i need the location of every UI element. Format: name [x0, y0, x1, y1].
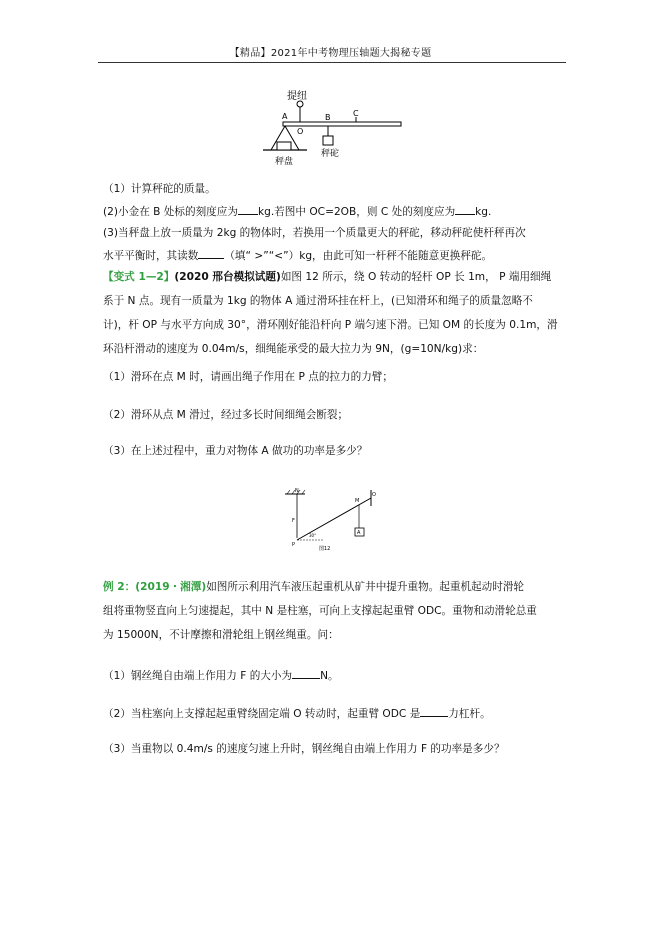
- q1-line2: [103, 204, 491, 219]
- example2-source: (2019・湘潭): [135, 581, 207, 593]
- point-o-label: O: [297, 127, 304, 136]
- q1-line1: （1）计算秤砣的质量。: [103, 183, 216, 195]
- point-o-label: O: [372, 492, 376, 498]
- variant-line1-text: 如图 12 所示，绕 O 转动的轻杆 OP 长 1m， P 端用细绳: [280, 271, 552, 283]
- figure-12: [283, 484, 383, 556]
- blank-b-scale: [238, 204, 258, 215]
- q1-line2-text-a: (2)小金在 B 处标的刻度应为: [103, 206, 238, 218]
- object-a-label: A: [357, 530, 361, 536]
- example2-q2-text-b: 力杠杆。: [448, 708, 491, 720]
- q1-line2-text-b: kg.若图中 OC=2OB，则 C 处的刻度应为: [257, 206, 456, 218]
- pan-label: 秤盘: [275, 157, 294, 167]
- point-m-label: M: [355, 498, 360, 504]
- example2-line1-text: 如图所示利用汽车液压起重机从矿井中提升重物。起重机起动时滑轮: [206, 581, 525, 593]
- q1-line4-text-a: 水平平衡时，其读数: [103, 250, 199, 262]
- blank-c-scale: [455, 204, 475, 215]
- variant-q3: （3）在上述过程中，重力对物体 A 做功的功率是多少？: [103, 445, 368, 457]
- point-b-label: B: [325, 113, 331, 122]
- point-p-label: P: [292, 542, 296, 548]
- example2-q1-text-a: （1）钢丝绳自由端上作用力 F 的大小为: [103, 670, 293, 682]
- header-rule: [98, 62, 566, 63]
- steelyard-beam: [283, 122, 401, 126]
- variant-q2: （2）滑环从点 M 滑过，经过多长时间细绳会断裂；: [103, 409, 349, 421]
- example2-q3: （3）当重物以 0.4m/s 的速度匀速上升时，钢丝绳自由端上作用力 F 的功率是多少？: [103, 743, 505, 755]
- example2-q1-text-b: N。: [320, 670, 339, 682]
- force-f-label: F: [292, 518, 295, 524]
- variant-line4: 环沿杆滑动的速度为 0.04m/s，细绳能承受的最大拉力为 9N，(g=10N/kg)求：: [103, 343, 484, 355]
- example2-q1: [103, 668, 339, 683]
- steelyard-figure: [255, 86, 405, 172]
- point-c-label: C: [353, 109, 359, 118]
- variant-line3: 计)，杆 OP 与水平方向成 30°，滑环刚好能沿杆向 P 端匀速下滑。已知 OM 的长度为 0.1m，滑: [103, 319, 558, 331]
- example2-q2-text-a: （2）当柱塞向上支撑起起重臂绕固定端 O 转动时，起重臂 ODC 是: [103, 708, 421, 720]
- pan-object: [277, 142, 291, 150]
- example2-tag: 例 2：: [103, 581, 136, 593]
- weight-label: 秤砣: [321, 149, 340, 159]
- example2-line3: 为 15000N，不计摩擦和滑轮组上钢丝绳重。问：: [103, 629, 339, 641]
- example2-q2: [103, 706, 491, 721]
- page-header: 【精品】2021年中考物理压轴题大揭秘专题: [229, 48, 432, 59]
- variant-tag: 【变式 1—2】: [103, 271, 175, 283]
- q1-line4-text-b: （填“ >”“<”）kg，由此可知一杆秤不能随意更换秤砣。: [224, 250, 493, 262]
- q1-line3: (3)当秤盘上放一质量为 2kg 的物体时，若换用一个质量更大的秤砣，移动秤砣使杆秤再次: [103, 227, 526, 239]
- point-n-label: N: [295, 488, 299, 494]
- q1-line2-text-c: kg.: [475, 206, 492, 218]
- blank-lever-type: [420, 706, 448, 717]
- example2-line1: [103, 580, 524, 594]
- example2-line2: 组将重物竖直向上匀速提起，其中 N 是柱塞，可向上支撑起起重臂 ODC。重物和动滑轮总重: [103, 605, 537, 617]
- variant-source: (2020 邢台模拟试题): [174, 271, 281, 283]
- variant-line1: [103, 270, 551, 284]
- variant-q1: （1）滑环在点 M 时，请画出绳子作用在 P 点的拉力的力臂；: [103, 371, 393, 383]
- weight-block: [323, 136, 333, 145]
- point-a-label: A: [282, 112, 288, 121]
- blank-reading: [198, 248, 224, 259]
- blank-force: [292, 668, 320, 679]
- q1-line4: [103, 248, 492, 263]
- figure-caption: 图12: [319, 546, 331, 552]
- variant-line2: 系于 N 点。现有一质量为 1kg 的物体 A 通过滑环挂在杆上，(已知滑环和绳子的质量忽略不: [103, 295, 533, 307]
- lifting-loop-label: 提纽: [287, 91, 307, 102]
- angle-label: 30°: [309, 533, 317, 538]
